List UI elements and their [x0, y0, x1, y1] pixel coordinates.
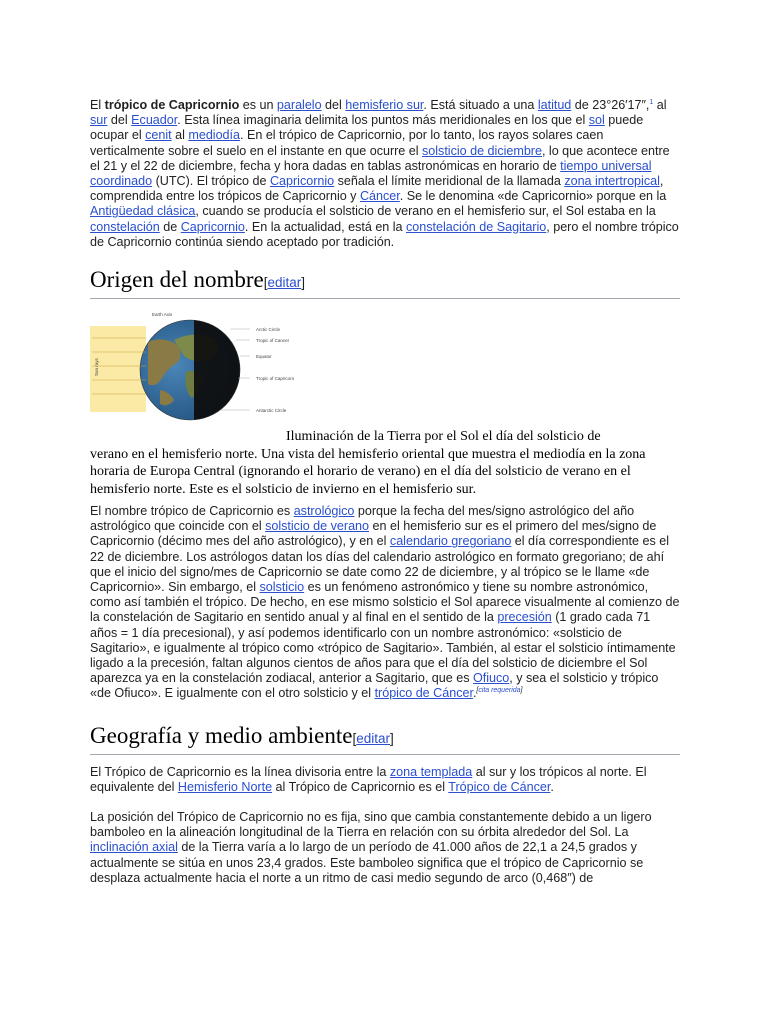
section-heading-geografia: Geografía y medio ambiente[editar]: [90, 722, 680, 755]
geography-paragraph-1: El Trópico de Capricornio es la línea divisoria entre la zona templada al sur y los trópicos al norte. El equivalente del Hemisferio Norte al Trópico de Capricornio es el Trópico de Cáncer.: [90, 764, 647, 794]
link-tiempo-universal-coordinado[interactable]: tiempo universal coordinado: [90, 158, 652, 189]
link-constelacion[interactable]: constelación: [90, 219, 160, 234]
origin-paragraph: El nombre trópico de Capricornio es astrológico porque la fecha del mes/signo astrológico del año astrológico que coincide con el solsticio de verano en el hemisferio sur es el primero del mes/signo de Capricornio (décimo mes del año astrológico), y en el calendario gregoriano el día correspondiente es el 22 de diciembre. Los astrólogos datan los días del calendario astrológico en formato gregoriano; de ahí que el inicio del signo/mes de Capricornio se date como 22 de diciembre, y al trópico se le llame «de Capricornio». Sin embargo, el solsticio es un fenómeno astronómico y tiene su nombre astronómico, como así también el trópico. De hecho, en ese mismo solsticio el Sol aparece visualmente al comienzo de la constelación de Sagitario en sentido anual y al final en el sentido de la precesión (1 grado cada 71 años = 1 día precesional), y así podemos identificarlo con un nombre astronómico: «solsticio de Sagitario», e igualmente al trópico como «trópico de Sagitario». También, al estar el solsticio íntimamente ligado a la precesión, faltan algunos cientos de años para que el día del solsticio de diciembre el Sol aparezca ya en la constelación zodiacal, anterior a Sagitario, que es Ofiuco, y sea el solsticio y trópico «de Ofiuco». E igualmente con el otro solsticio y el trópico de Cáncer.[cita requerida]: [90, 504, 680, 701]
link-solsticio-verano[interactable]: solsticio de verano: [265, 519, 370, 534]
link-calendario-gregoriano[interactable]: calendario gregoriano: [389, 534, 512, 549]
link-precesion[interactable]: precesión: [497, 610, 552, 625]
link-antiguedad-clasica[interactable]: Antigüedad clásica: [90, 204, 196, 219]
figure-caption: verano en el hemisferio norte. Una vista del hemisferio oriental que muestra el mediodía en la zona horaria de Europa Central (ignorando el horario de verano) en el día del solsticio de verano en el hemisferio norte. Este es el solsticio de invierno en el hemisferio sur.: [90, 446, 646, 497]
link-zona-templada[interactable]: zona templada: [389, 764, 473, 779]
figure-caption-line1: Iluminación de la Tierra por el Sol el día del solsticio de: [286, 429, 601, 445]
link-mediodia[interactable]: mediodía: [188, 128, 241, 143]
reference-1[interactable]: 1: [649, 98, 654, 106]
link-cenit[interactable]: cenit: [145, 128, 172, 143]
link-zona-intertropical[interactable]: zona intertropical: [564, 174, 660, 189]
geography-paragraph-2: La posición del Trópico de Capricornio no es fija, sino que cambia constantemente debido a un ligero bamboleo en la alineación longitudinal de la Tierra en relación con su órbita alrededor del Sol. La inclinación axial de la Tierra varía a lo largo de un período de 41.000 años de 22,1 a 24,5 grados y actualmente se sitúa en unos 23,4 grados. Este bamboleo significa que el trópico de Capricornio se desplaza actualmente hacia el norte a un ritmo de casi medio segundo de arco (0,468″) de: [90, 810, 652, 885]
label-arctic-circle: Arctic Circle: [256, 327, 281, 333]
link-sur[interactable]: sur: [90, 113, 108, 128]
link-sol[interactable]: sol: [588, 113, 605, 128]
label-antarctic-circle: Antarctic Circle: [256, 408, 287, 414]
label-earth-axis: Earth Axis: [152, 312, 173, 318]
label-sun-rays: Sun rays: [94, 358, 99, 377]
link-astrologico[interactable]: astrológico: [293, 504, 355, 519]
link-capricornio-2[interactable]: Capricornio: [180, 219, 245, 234]
link-hemisferio-sur[interactable]: hemisferio sur: [345, 98, 424, 112]
link-hemisferio-norte[interactable]: Hemisferio Norte: [177, 779, 273, 794]
link-cancer[interactable]: Cáncer: [359, 189, 400, 204]
article-title-bold: trópico de Capricornio: [104, 98, 240, 112]
edit-section-link[interactable]: [editar]: [263, 275, 306, 291]
label-tropic-cancer: Tropic of Cancer: [256, 338, 290, 344]
link-constelacion-sagitario[interactable]: constelación de Sagitario: [406, 219, 547, 234]
link-ecuador[interactable]: Ecuador: [131, 113, 178, 128]
link-paralelo[interactable]: paralelo: [276, 98, 322, 112]
link-solsticio-diciembre[interactable]: solsticio de diciembre: [422, 143, 542, 158]
section-heading-origen: Origen del nombre[editar]: [90, 266, 680, 299]
citation-needed[interactable]: [cita requerida]: [476, 687, 523, 695]
link-solsticio[interactable]: solsticio: [259, 580, 305, 595]
earth-illumination-image: [90, 310, 306, 428]
link-tropico-de-cancer[interactable]: Trópico de Cáncer: [448, 779, 551, 794]
figure-earth-illumination: [90, 310, 680, 430]
label-equator: Equator: [256, 354, 272, 360]
article-body: [90, 98, 680, 886]
label-tropic-capricorn: Tropic of Capricorn: [256, 376, 295, 382]
intro-paragraph: El trópico de Capricornio es un paralelo del hemisferio sur. Está situado a una latitud de 23°26′17″,$^1$ al sur del Ecuador. Esta línea imaginaria delimita los puntos más meridionales en los que el sol puede ocupar el cenit al mediodía. En el trópico de Capricornio, por lo tanto, los rayos solares caen verticalmente sobre el suelo en el instante en que ocurre el solsticio de diciembre, lo que acontece entre el 21 y el 22 de diciembre, fecha y hora dadas en tablas astronómicas en horario de tiempo universal coordinado (UTC). El trópico de Capricornio señala el límite meridional de la llamada zona intertropical, comprendida entre los trópicos de Capricornio y Cáncer. Se le denomina «de Capricornio» porque en la Antigüedad clásica, cuando se producía el solsticio de verano en el hemisferio sur, el Sol estaba en la constelación de Capricornio. En la actualidad, está en la constelación de Sagitario, pero el nombre trópico de Capricornio continúa siendo aceptado por tradición.: [90, 98, 679, 249]
edit-section-link-2[interactable]: [editar]: [352, 730, 394, 746]
link-tropico-cancer[interactable]: trópico de Cáncer: [374, 686, 473, 701]
link-capricornio[interactable]: Capricornio: [269, 174, 335, 189]
link-ofiuco[interactable]: Ofiuco: [472, 671, 510, 686]
link-latitud[interactable]: latitud: [537, 98, 572, 112]
link-inclinacion-axial[interactable]: inclinación axial: [90, 840, 178, 855]
